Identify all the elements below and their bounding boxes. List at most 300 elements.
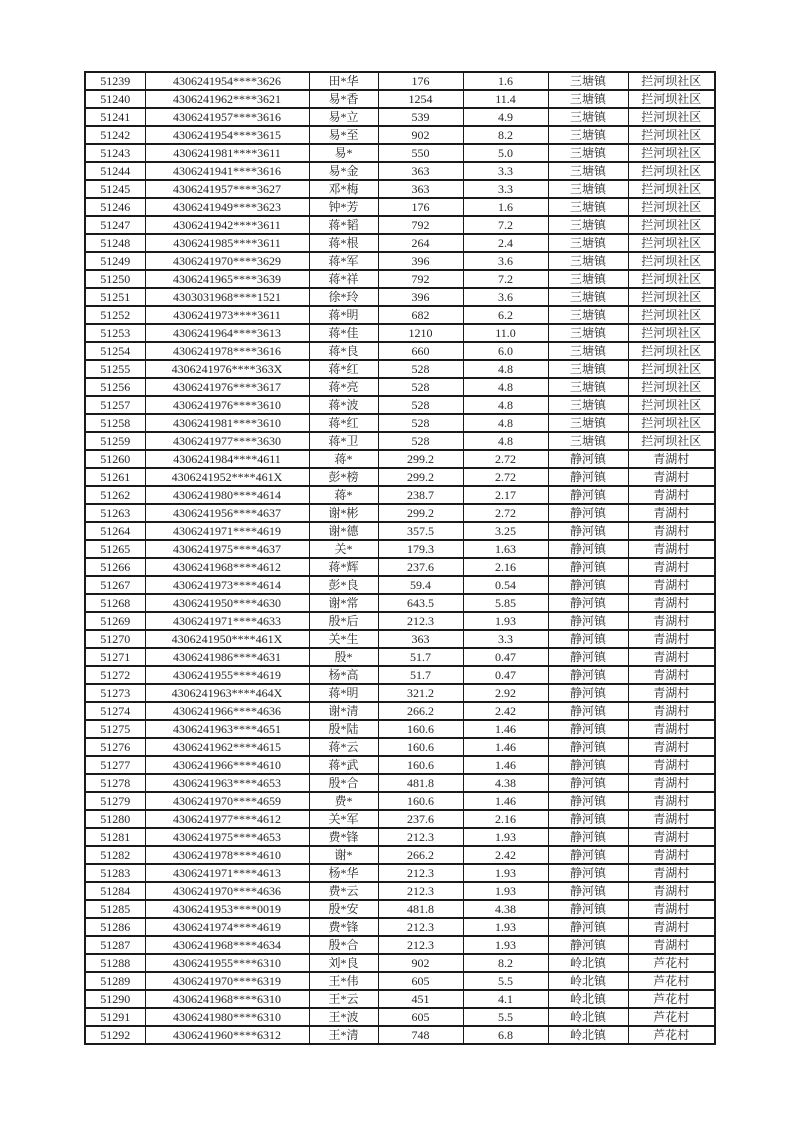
table-row: [85, 972, 715, 990]
cell-name-masked: 易*香: [309, 90, 378, 108]
cell-serial: 51243: [85, 144, 145, 162]
cell-serial: 51242: [85, 126, 145, 144]
cell-id-masked: 4306241957****3627: [145, 180, 309, 198]
table-row: [85, 702, 715, 720]
cell-id-masked: 4306241950****4630: [145, 594, 309, 612]
cell-id-masked: 4306241976****3610: [145, 396, 309, 414]
cell-amount: 179.3: [378, 540, 463, 558]
cell-village: 青湖村: [628, 810, 715, 828]
cell-secondary-amount: 11.4: [463, 90, 548, 108]
cell-name-masked: 蒋*红: [309, 414, 378, 432]
cell-amount: 237.6: [378, 558, 463, 576]
table-row: [85, 828, 715, 846]
cell-id-masked: 4306241963****464X: [145, 684, 309, 702]
cell-name-masked: 杨*华: [309, 864, 378, 882]
cell-name-masked: 蒋*武: [309, 756, 378, 774]
cell-serial: 51254: [85, 342, 145, 360]
cell-amount: 481.8: [378, 774, 463, 792]
table-row: [85, 738, 715, 756]
cell-village: 青湖村: [628, 504, 715, 522]
table-row: [85, 756, 715, 774]
cell-id-masked: 4306241970****6319: [145, 972, 309, 990]
cell-id-masked: 4306241977****3630: [145, 432, 309, 450]
cell-secondary-amount: 1.6: [463, 72, 548, 90]
table-row: [85, 522, 715, 540]
table-row: [85, 954, 715, 972]
table-row: [85, 936, 715, 954]
table-row: [85, 108, 715, 126]
cell-serial: 51253: [85, 324, 145, 342]
cell-amount: 266.2: [378, 702, 463, 720]
cell-id-masked: 4306241942****3611: [145, 216, 309, 234]
cell-town: 静河镇: [548, 504, 628, 522]
cell-village: 芦花村: [628, 972, 715, 990]
cell-amount: 176: [378, 198, 463, 216]
cell-village: 拦河坝社区: [628, 162, 715, 180]
cell-amount: 643.5: [378, 594, 463, 612]
cell-serial: 51260: [85, 450, 145, 468]
cell-secondary-amount: 1.93: [463, 882, 548, 900]
cell-secondary-amount: 8.2: [463, 954, 548, 972]
cell-serial: 51266: [85, 558, 145, 576]
cell-serial: 51289: [85, 972, 145, 990]
cell-village: 拦河坝社区: [628, 288, 715, 306]
table-row: [85, 774, 715, 792]
cell-id-masked: 4306241975****4653: [145, 828, 309, 846]
cell-amount: 212.3: [378, 882, 463, 900]
cell-secondary-amount: 3.6: [463, 252, 548, 270]
cell-id-masked: 4306241978****3616: [145, 342, 309, 360]
cell-town: 三塘镇: [548, 216, 628, 234]
cell-name-masked: 彭*榜: [309, 468, 378, 486]
cell-secondary-amount: 1.93: [463, 864, 548, 882]
cell-town: 静河镇: [548, 468, 628, 486]
cell-name-masked: 蒋*祥: [309, 270, 378, 288]
cell-village: 拦河坝社区: [628, 126, 715, 144]
cell-serial: 51284: [85, 882, 145, 900]
cell-village: 拦河坝社区: [628, 270, 715, 288]
table-row: [85, 792, 715, 810]
cell-serial: 51280: [85, 810, 145, 828]
cell-id-masked: 4306241977****4612: [145, 810, 309, 828]
cell-secondary-amount: 4.8: [463, 378, 548, 396]
table-row: [85, 162, 715, 180]
cell-serial: 51256: [85, 378, 145, 396]
cell-serial: 51287: [85, 936, 145, 954]
cell-id-masked: 4303031968****1521: [145, 288, 309, 306]
cell-name-masked: 蒋*波: [309, 396, 378, 414]
cell-amount: 212.3: [378, 828, 463, 846]
cell-secondary-amount: 2.72: [463, 468, 548, 486]
cell-serial: 51251: [85, 288, 145, 306]
cell-id-masked: 4306241971****4619: [145, 522, 309, 540]
cell-village: 青湖村: [628, 630, 715, 648]
cell-town: 三塘镇: [548, 252, 628, 270]
cell-name-masked: 蒋*卫: [309, 432, 378, 450]
cell-town: 三塘镇: [548, 144, 628, 162]
cell-serial: 51255: [85, 360, 145, 378]
table-row: [85, 234, 715, 252]
cell-town: 三塘镇: [548, 360, 628, 378]
table-row: [85, 846, 715, 864]
table-row: [85, 180, 715, 198]
cell-secondary-amount: 6.8: [463, 1026, 548, 1044]
cell-serial: 51273: [85, 684, 145, 702]
cell-name-masked: 蒋*军: [309, 252, 378, 270]
cell-town: 三塘镇: [548, 198, 628, 216]
cell-id-masked: 4306241952****461X: [145, 468, 309, 486]
cell-serial: 51265: [85, 540, 145, 558]
cell-secondary-amount: 7.2: [463, 216, 548, 234]
cell-id-masked: 4306241986****4631: [145, 648, 309, 666]
cell-name-masked: 殷*合: [309, 774, 378, 792]
cell-secondary-amount: 6.0: [463, 342, 548, 360]
cell-id-masked: 4306241953****0019: [145, 900, 309, 918]
cell-amount: 748: [378, 1026, 463, 1044]
cell-secondary-amount: 2.42: [463, 702, 548, 720]
cell-name-masked: 蒋*根: [309, 234, 378, 252]
cell-amount: 451: [378, 990, 463, 1008]
cell-town: 静河镇: [548, 882, 628, 900]
cell-secondary-amount: 4.9: [463, 108, 548, 126]
cell-amount: 539: [378, 108, 463, 126]
cell-amount: 528: [378, 378, 463, 396]
table-row: [85, 648, 715, 666]
cell-serial: 51281: [85, 828, 145, 846]
cell-village: 拦河坝社区: [628, 432, 715, 450]
cell-serial: 51259: [85, 432, 145, 450]
cell-serial: 51252: [85, 306, 145, 324]
cell-id-masked: 4306241954****3626: [145, 72, 309, 90]
cell-town: 三塘镇: [548, 396, 628, 414]
cell-amount: 1210: [378, 324, 463, 342]
cell-secondary-amount: 5.0: [463, 144, 548, 162]
cell-serial: 51288: [85, 954, 145, 972]
cell-id-masked: 4306241962****3621: [145, 90, 309, 108]
cell-name-masked: 蒋*: [309, 486, 378, 504]
cell-id-masked: 4306241963****4653: [145, 774, 309, 792]
cell-village: 青湖村: [628, 864, 715, 882]
cell-village: 拦河坝社区: [628, 90, 715, 108]
table-row: [85, 666, 715, 684]
cell-serial: 51249: [85, 252, 145, 270]
cell-id-masked: 4306241971****4613: [145, 864, 309, 882]
cell-secondary-amount: 7.2: [463, 270, 548, 288]
cell-town: 静河镇: [548, 558, 628, 576]
cell-serial: 51268: [85, 594, 145, 612]
cell-secondary-amount: 4.8: [463, 414, 548, 432]
cell-amount: 160.6: [378, 738, 463, 756]
cell-id-masked: 4306241975****4637: [145, 540, 309, 558]
cell-id-masked: 4306241973****4614: [145, 576, 309, 594]
cell-amount: 902: [378, 126, 463, 144]
table-row: [85, 684, 715, 702]
cell-amount: 160.6: [378, 756, 463, 774]
cell-amount: 299.2: [378, 504, 463, 522]
table-row: [85, 72, 715, 90]
cell-amount: 212.3: [378, 918, 463, 936]
table-row: [85, 396, 715, 414]
cell-village: 拦河坝社区: [628, 324, 715, 342]
cell-town: 静河镇: [548, 936, 628, 954]
cell-serial: 51241: [85, 108, 145, 126]
table-row: [85, 378, 715, 396]
cell-village: 拦河坝社区: [628, 396, 715, 414]
cell-village: 青湖村: [628, 540, 715, 558]
table-row: [85, 90, 715, 108]
cell-amount: 528: [378, 360, 463, 378]
cell-secondary-amount: 0.54: [463, 576, 548, 594]
cell-town: 三塘镇: [548, 414, 628, 432]
table-row: [85, 882, 715, 900]
cell-village: 青湖村: [628, 828, 715, 846]
cell-name-masked: 王*波: [309, 1008, 378, 1026]
cell-id-masked: 4306241957****3616: [145, 108, 309, 126]
cell-town: 岭北镇: [548, 1008, 628, 1026]
table-row: [85, 324, 715, 342]
cell-village: 青湖村: [628, 648, 715, 666]
table-row: [85, 486, 715, 504]
cell-name-masked: 田*华: [309, 72, 378, 90]
cell-serial: 51272: [85, 666, 145, 684]
cell-town: 三塘镇: [548, 162, 628, 180]
cell-amount: 237.6: [378, 810, 463, 828]
cell-serial: 51282: [85, 846, 145, 864]
cell-name-masked: 蒋*云: [309, 738, 378, 756]
cell-serial: 51247: [85, 216, 145, 234]
cell-town: 三塘镇: [548, 342, 628, 360]
cell-town: 静河镇: [548, 594, 628, 612]
cell-village: 拦河坝社区: [628, 234, 715, 252]
cell-id-masked: 4306241968****6310: [145, 990, 309, 1008]
cell-secondary-amount: 2.92: [463, 684, 548, 702]
cell-amount: 59.4: [378, 576, 463, 594]
cell-id-masked: 4306241962****4615: [145, 738, 309, 756]
cell-village: 青湖村: [628, 918, 715, 936]
cell-town: 三塘镇: [548, 180, 628, 198]
cell-name-masked: 彭*良: [309, 576, 378, 594]
cell-name-masked: 杨*高: [309, 666, 378, 684]
cell-name-masked: 易*金: [309, 162, 378, 180]
cell-town: 静河镇: [548, 864, 628, 882]
table-row: [85, 1008, 715, 1026]
cell-village: 拦河坝社区: [628, 198, 715, 216]
cell-id-masked: 4306241970****4636: [145, 882, 309, 900]
table-row: [85, 126, 715, 144]
cell-serial: 51277: [85, 756, 145, 774]
cell-village: 青湖村: [628, 882, 715, 900]
cell-name-masked: 邓*梅: [309, 180, 378, 198]
cell-amount: 264: [378, 234, 463, 252]
cell-name-masked: 蒋*: [309, 450, 378, 468]
cell-name-masked: 蒋*良: [309, 342, 378, 360]
cell-amount: 605: [378, 972, 463, 990]
cell-town: 静河镇: [548, 576, 628, 594]
cell-name-masked: 谢*: [309, 846, 378, 864]
cell-amount: 682: [378, 306, 463, 324]
cell-village: 青湖村: [628, 468, 715, 486]
cell-serial: 51263: [85, 504, 145, 522]
cell-name-masked: 关*军: [309, 810, 378, 828]
cell-name-masked: 费*锋: [309, 828, 378, 846]
cell-secondary-amount: 4.38: [463, 900, 548, 918]
cell-village: 青湖村: [628, 486, 715, 504]
cell-secondary-amount: 3.3: [463, 630, 548, 648]
cell-name-masked: 关*生: [309, 630, 378, 648]
cell-village: 青湖村: [628, 900, 715, 918]
cell-name-masked: 王*清: [309, 1026, 378, 1044]
cell-id-masked: 4306241981****3610: [145, 414, 309, 432]
cell-secondary-amount: 1.93: [463, 936, 548, 954]
cell-id-masked: 4306241981****3611: [145, 144, 309, 162]
cell-serial: 51283: [85, 864, 145, 882]
cell-amount: 299.2: [378, 468, 463, 486]
table-row: [85, 1026, 715, 1044]
cell-id-masked: 4306241978****4610: [145, 846, 309, 864]
cell-secondary-amount: 5.5: [463, 1008, 548, 1026]
cell-serial: 51244: [85, 162, 145, 180]
table-row: [85, 468, 715, 486]
cell-secondary-amount: 1.46: [463, 792, 548, 810]
cell-town: 三塘镇: [548, 90, 628, 108]
cell-name-masked: 殷*合: [309, 936, 378, 954]
cell-serial: 51278: [85, 774, 145, 792]
cell-serial: 51267: [85, 576, 145, 594]
cell-name-masked: 蒋*韬: [309, 216, 378, 234]
cell-village: 芦花村: [628, 1026, 715, 1044]
cell-town: 静河镇: [548, 810, 628, 828]
cell-town: 静河镇: [548, 702, 628, 720]
cell-village: 青湖村: [628, 684, 715, 702]
table-row: [85, 918, 715, 936]
cell-village: 芦花村: [628, 990, 715, 1008]
cell-secondary-amount: 2.17: [463, 486, 548, 504]
cell-id-masked: 4306241954****3615: [145, 126, 309, 144]
cell-amount: 321.2: [378, 684, 463, 702]
cell-id-masked: 4306241980****4614: [145, 486, 309, 504]
cell-secondary-amount: 1.46: [463, 756, 548, 774]
cell-secondary-amount: 1.93: [463, 612, 548, 630]
table-row: [85, 810, 715, 828]
cell-id-masked: 4306241970****4659: [145, 792, 309, 810]
cell-town: 静河镇: [548, 918, 628, 936]
cell-amount: 481.8: [378, 900, 463, 918]
cell-town: 静河镇: [548, 774, 628, 792]
cell-village: 拦河坝社区: [628, 144, 715, 162]
cell-village: 青湖村: [628, 792, 715, 810]
cell-serial: 51257: [85, 396, 145, 414]
cell-town: 静河镇: [548, 486, 628, 504]
cell-town: 三塘镇: [548, 288, 628, 306]
cell-name-masked: 蒋*亮: [309, 378, 378, 396]
cell-town: 静河镇: [548, 450, 628, 468]
table-row: [85, 630, 715, 648]
cell-town: 静河镇: [548, 846, 628, 864]
cell-amount: 51.7: [378, 648, 463, 666]
table-body: [85, 72, 715, 1044]
cell-serial: 51258: [85, 414, 145, 432]
cell-name-masked: 钟*芳: [309, 198, 378, 216]
cell-serial: 51286: [85, 918, 145, 936]
cell-village: 芦花村: [628, 1008, 715, 1026]
cell-secondary-amount: 4.8: [463, 360, 548, 378]
table-row: [85, 900, 715, 918]
cell-town: 三塘镇: [548, 432, 628, 450]
cell-secondary-amount: 8.2: [463, 126, 548, 144]
cell-village: 拦河坝社区: [628, 216, 715, 234]
cell-secondary-amount: 5.5: [463, 972, 548, 990]
cell-name-masked: 蒋*佳: [309, 324, 378, 342]
cell-amount: 660: [378, 342, 463, 360]
table-row: [85, 360, 715, 378]
cell-name-masked: 殷*后: [309, 612, 378, 630]
cell-serial: 51240: [85, 90, 145, 108]
cell-town: 岭北镇: [548, 990, 628, 1008]
cell-village: 拦河坝社区: [628, 378, 715, 396]
cell-town: 静河镇: [548, 684, 628, 702]
cell-amount: 363: [378, 162, 463, 180]
cell-name-masked: 谢*常: [309, 594, 378, 612]
cell-name-masked: 殷*: [309, 648, 378, 666]
cell-secondary-amount: 2.72: [463, 450, 548, 468]
cell-village: 青湖村: [628, 720, 715, 738]
cell-amount: 396: [378, 252, 463, 270]
cell-town: 静河镇: [548, 522, 628, 540]
cell-secondary-amount: 4.38: [463, 774, 548, 792]
cell-town: 静河镇: [548, 630, 628, 648]
cell-town: 三塘镇: [548, 126, 628, 144]
cell-name-masked: 王*云: [309, 990, 378, 1008]
cell-serial: 51246: [85, 198, 145, 216]
table-row: [85, 720, 715, 738]
cell-serial: 51275: [85, 720, 145, 738]
cell-id-masked: 4306241949****3623: [145, 198, 309, 216]
cell-serial: 51290: [85, 990, 145, 1008]
cell-secondary-amount: 0.47: [463, 648, 548, 666]
cell-town: 静河镇: [548, 792, 628, 810]
cell-id-masked: 4306241955****4619: [145, 666, 309, 684]
cell-town: 静河镇: [548, 828, 628, 846]
cell-serial: 51245: [85, 180, 145, 198]
cell-name-masked: 谢*德: [309, 522, 378, 540]
cell-village: 青湖村: [628, 702, 715, 720]
table-row: [85, 504, 715, 522]
cell-name-masked: 蒋*辉: [309, 558, 378, 576]
cell-name-masked: 关*: [309, 540, 378, 558]
cell-name-masked: 蒋*红: [309, 360, 378, 378]
cell-secondary-amount: 5.85: [463, 594, 548, 612]
cell-village: 拦河坝社区: [628, 108, 715, 126]
cell-id-masked: 4306241974****4619: [145, 918, 309, 936]
cell-id-masked: 4306241971****4633: [145, 612, 309, 630]
data-table: [84, 71, 716, 1045]
cell-name-masked: 刘*良: [309, 954, 378, 972]
cell-name-masked: 费*锋: [309, 918, 378, 936]
cell-village: 青湖村: [628, 738, 715, 756]
cell-village: 青湖村: [628, 612, 715, 630]
cell-amount: 299.2: [378, 450, 463, 468]
cell-town: 三塘镇: [548, 108, 628, 126]
cell-amount: 51.7: [378, 666, 463, 684]
cell-village: 青湖村: [628, 666, 715, 684]
table-row: [85, 252, 715, 270]
cell-amount: 792: [378, 216, 463, 234]
cell-id-masked: 4306241980****6310: [145, 1008, 309, 1026]
cell-village: 青湖村: [628, 450, 715, 468]
cell-id-masked: 4306241941****3616: [145, 162, 309, 180]
cell-amount: 550: [378, 144, 463, 162]
cell-secondary-amount: 3.3: [463, 180, 548, 198]
